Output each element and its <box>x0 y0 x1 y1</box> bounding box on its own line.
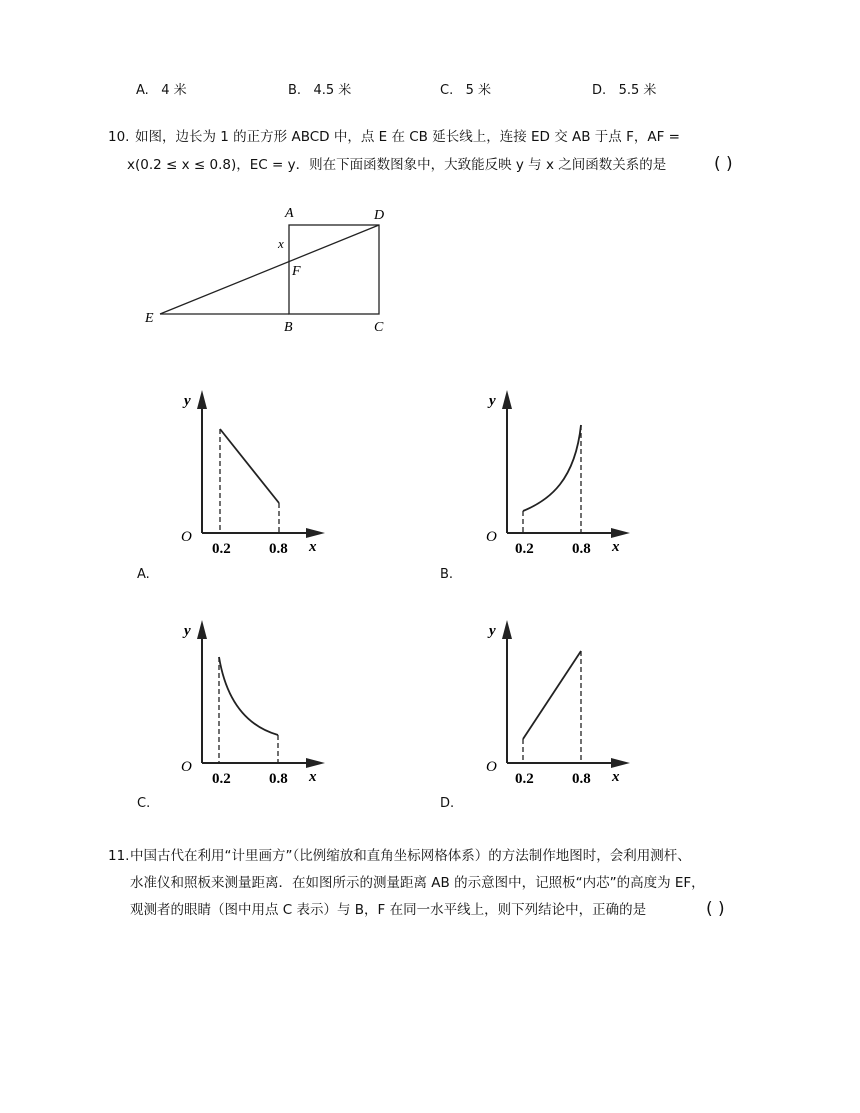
label-a: A <box>285 206 294 221</box>
function-curve <box>220 429 279 503</box>
q11-number: 11. <box>108 848 130 864</box>
tick-0-8: 0.8 <box>269 541 288 557</box>
y-label: y <box>184 393 191 409</box>
q11-line3: 观测者的眼睛（图中用点 C 表示）与 B，F 在同一水平线上，则下列结论中，正确的是 <box>130 902 647 918</box>
y-label: y <box>489 393 496 409</box>
graph-c-letter: C. <box>137 796 151 811</box>
graph-a-letter: A. <box>137 567 150 582</box>
origin-label: O <box>486 759 497 775</box>
q10-line2: x(0.2 ≤ x ≤ 0.8)，EC = y．则在下面函数图象中，大致能反映 y 与 x 之间函数关系的是 <box>127 157 667 173</box>
x-label: x <box>309 769 317 785</box>
x-arrow-icon <box>611 528 630 538</box>
q11-line1: 中国古代在利用“计里画方”（比例缩放和直角坐标网格体系）的方法制作地图时，会利用测杆、 <box>130 848 691 864</box>
line-ed <box>160 225 379 314</box>
function-curve <box>219 657 278 735</box>
q10-line1: 如图，边长为 1 的正方形 ABCD 中，点 E 在 CB 延长线上，连接 ED 交 AB 于点 F，AF = <box>135 129 680 145</box>
q9-option-b: B. 4.5 米 <box>288 83 352 98</box>
y-arrow-icon <box>197 390 207 409</box>
x-arrow-icon <box>306 528 325 538</box>
graph-b-letter: B. <box>440 567 454 582</box>
label-e: E <box>145 311 154 326</box>
q10-number: 10. <box>108 129 130 145</box>
tick-0-2: 0.2 <box>212 541 231 557</box>
graph-option-b <box>480 385 640 560</box>
graph-option-c <box>175 615 335 790</box>
label-c: C <box>374 320 384 335</box>
y-arrow-icon <box>502 390 512 409</box>
function-curve <box>523 425 581 511</box>
q9-option-a: A. 4 米 <box>136 83 187 98</box>
x-label: x <box>612 769 620 785</box>
q9-option-c: C. 5 米 <box>440 83 492 98</box>
y-label: y <box>184 623 191 639</box>
origin-label: O <box>181 759 192 775</box>
q11-answer-bracket: ( ) <box>706 899 725 919</box>
tick-0-2: 0.2 <box>515 771 534 787</box>
label-f: F <box>292 264 301 279</box>
label-b: B <box>284 320 293 335</box>
tick-0-2: 0.2 <box>212 771 231 787</box>
x-label: x <box>309 539 317 555</box>
graph-option-a <box>175 385 335 560</box>
q9-option-d: D. 5.5 米 <box>592 83 657 98</box>
tick-0-8: 0.8 <box>572 541 591 557</box>
square-abcd <box>289 225 379 314</box>
x-arrow-icon <box>611 758 630 768</box>
label-d: D <box>374 208 385 223</box>
q11-line2: 水准仪和照板来测量距离．在如图所示的测量距离 AB 的示意图中，记照板“内芯”的高度为 EF， <box>130 875 705 891</box>
x-arrow-icon <box>306 758 325 768</box>
function-curve <box>523 651 581 739</box>
y-arrow-icon <box>502 620 512 639</box>
tick-0-2: 0.2 <box>515 541 534 557</box>
origin-label: O <box>181 529 192 545</box>
q10-answer-bracket: ( ) <box>714 154 733 174</box>
tick-0-8: 0.8 <box>269 771 288 787</box>
tick-0-8: 0.8 <box>572 771 591 787</box>
graph-option-d <box>480 615 640 790</box>
origin-label: O <box>486 529 497 545</box>
graph-d-letter: D. <box>440 796 455 811</box>
y-arrow-icon <box>197 620 207 639</box>
label-x: x <box>278 236 284 251</box>
x-label: x <box>612 539 620 555</box>
y-label: y <box>489 623 496 639</box>
square-figure <box>140 200 400 340</box>
